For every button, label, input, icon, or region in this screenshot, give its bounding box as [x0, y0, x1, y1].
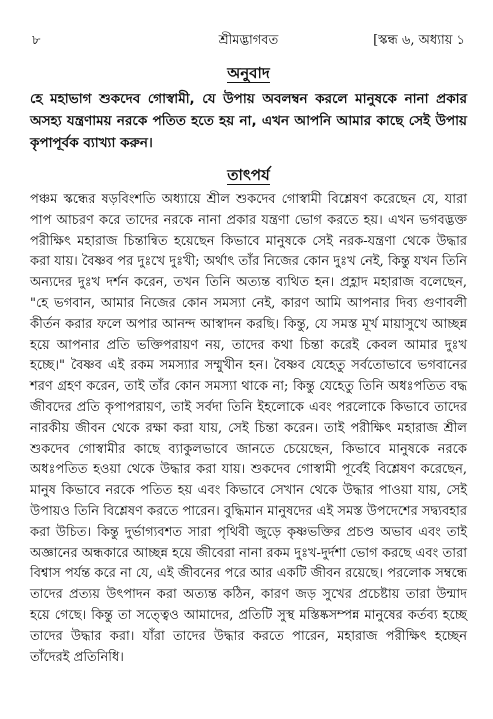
purport-paragraph: পঞ্চম স্কন্ধের ষড়বিংশতি অধ্যায়ে শ্রীল শুকদেব গোস্বামী বিশ্লেষণ করেছেন যে, যারা পাপ আচরণ করে তাদের নরকে নানা প্রকার যন্ত্রণা ভোগ করতে হয়। এখন ভগবদ্ভক্ত পরীক্ষিৎ মহারাজ চিন্তান্বিত হয়েছেন কিভাবে মানুষকে সেই নরক-যন্ত্রণা থেকে উদ্ধার করা যায়। বৈষ্ণব পর দুঃখে দুঃখী; অর্থাৎ তাঁর নিজের কোন দুঃখ নেই, কিন্তু যখন তিনি অন্যদের দুঃখ দর্শন করেন, তখন তিনি অত্যন্ত ব্যথিত হন। প্রহ্লাদ মহারাজ বলেছেন, "হে ভগবান, আমার নিজের কোন সমস্যা নেই, কারণ আমি আপনার দিব্য গুণাবলী কীর্তন করার ফলে অপার আনন্দ আস্বাদন করছি। কিন্তু, যে সমস্ত মূর্খ মায়াসুখে আচ্ছন্ন হয়ে আপনার প্রতি ভক্তিপরায়ণ নয়, তাদের কথা চিন্তা করেই কেবল আমার দুঃখ হচ্ছে।" বৈষ্ণব এই রকম সমস্যার সম্মুখীন হন। বৈষ্ণব যেহেতু সর্বতোভাবে ভগবানের শরণ গ্রহণ করেন, তাই তাঁর কোন সমস্যা থাকে না; কিন্তু যেহেতু তিনি অধঃপতিত বদ্ধ জীবদের প্রতি কৃপাপরায়ণ, তাই সর্বদা তিনি ইহলোকে এবং পরলোকে কিভাবে তাদের নারকীয় জীবন থেকে রক্ষা করা যায়, সেই চিন্তা করেন। তাই পরীক্ষিৎ মহারাজ শ্রীল শুকদেব গোস্বামীর কাছে ব্যাকুলভাবে জানতে চেয়েছেন, কিভাবে মানুষকে নরকে অধঃপতিত হওয়া থেকে উদ্ধার করা যায়। শুকদেব গোস্বামী পূর্বেই বিশ্লেষণ করেছেন, মানুষ কিভাবে নরকে পতিত হয় এবং কিভাবে সেখান থেকে উদ্ধার পাওয়া যায়, সেই উপায়ও তিনি বিশ্লেষণ করতে পারেন। বুদ্ধিমান মানুষদের এই সমস্ত উপদেশের সদ্ব্যবহার করা উচিত। কিন্তু দুর্ভাগ্যবশত সারা পৃথিবী জুড়ে কৃষ্ণভক্তির প্রচণ্ড অভাব এবং তাই অজ্ঞানের অন্ধকারে আচ্ছন্ন হয়ে জীবেরা নানা রকম দুঃখ-দুর্দশা ভোগ করছে এবং তারা বিশ্বাস পর্যন্ত করে না যে, এই জীবনের পরে আর একটি জীবন রয়েছে। পরলোক সম্বন্ধে তাদের প্রত্যয় উৎপাদন করা অত্যন্ত কঠিন, কারণ জড় সুখের প্রচেষ্টায় তারা উন্মাদ হয়ে গেছে। কিন্তু তা সত্ত্বেও আমাদের, প্রতিটি সুস্থ মস্তিষ্কসম্পন্ন মানুষের কর্তব্য হচ্ছে তাদের উদ্ধার করা। যাঁরা তাদের উদ্ধার করতে পারেন, মহারাজ পরীক্ষিৎ হচ্ছেন তাঁদেরই প্রতিনিধি।	[30, 192, 467, 665]
page-header	[30, 30, 467, 52]
translation-heading	[30, 62, 467, 84]
purport-heading-text: তাৎপর্য	[227, 166, 270, 184]
chapter-reference: [স্কন্ধ ৬, অধ্যায় ১	[373, 33, 465, 48]
purport-heading	[30, 164, 467, 186]
book-title: শ্রীমদ্ভাগবত	[218, 33, 279, 48]
translation-text: হে মহাভাগ শুকদেব গোস্বামী, যে উপায় অবলম্বন করলে মানুষকে নানা প্রকার অসহ্য যন্ত্রণাময় নরকে পতিত হতে হয় না, এখন আপনি আমার কাছে সেই উপায় কৃপাপূর্বক ব্যাখ্যা করুন।	[30, 91, 467, 151]
translation-heading-text: অনুবাদ	[227, 64, 270, 82]
page-number: ৮	[32, 33, 41, 48]
purport-body	[30, 190, 467, 668]
